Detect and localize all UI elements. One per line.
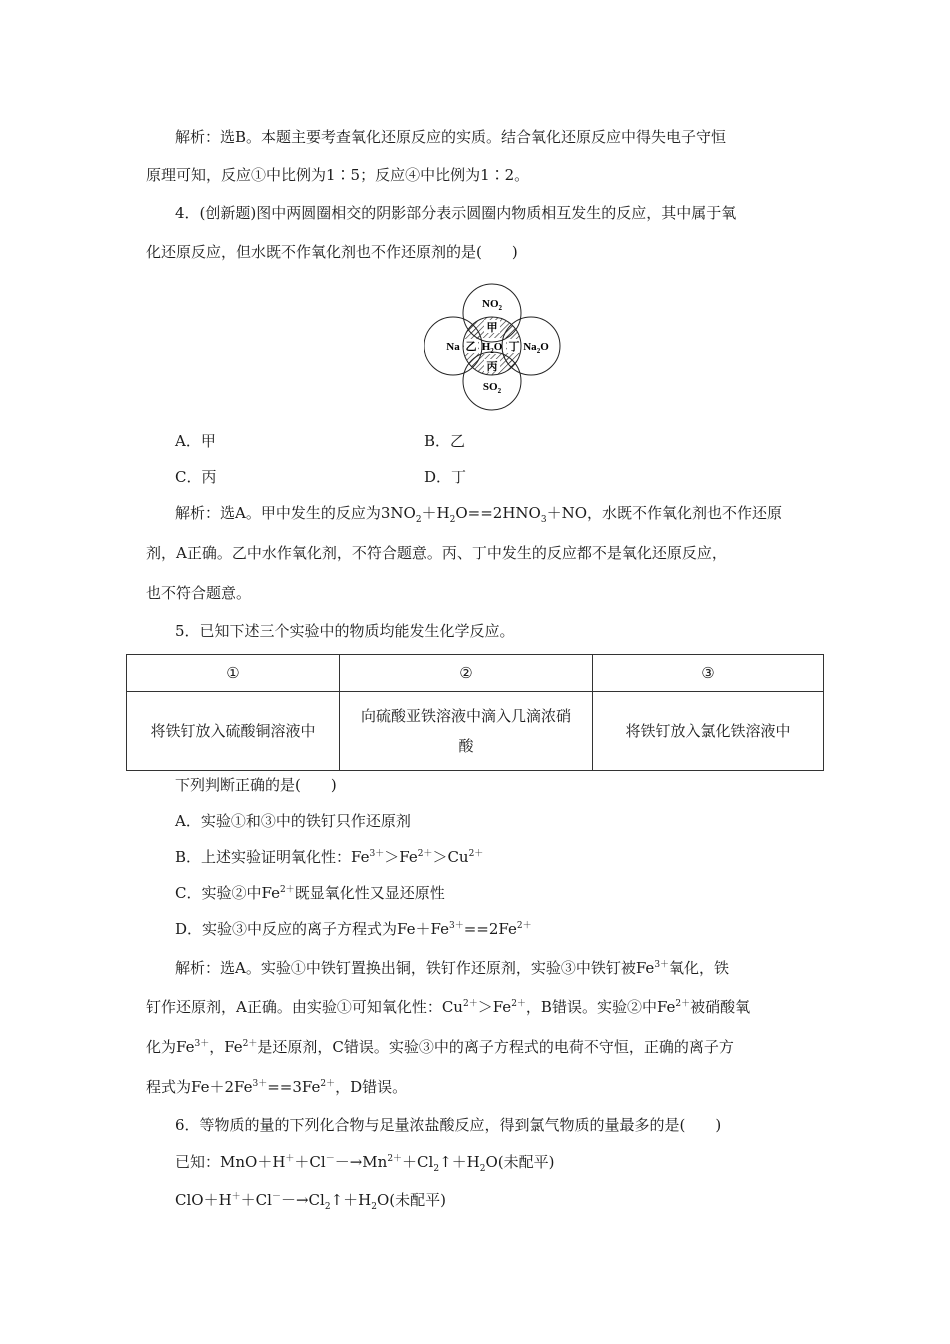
- table-cell-3: 将铁钉放入氯化铁溶液中: [593, 692, 824, 771]
- q4-option-b: B．乙: [424, 432, 466, 450]
- label-yi: 乙: [465, 341, 477, 353]
- label-jia: 甲: [486, 322, 498, 334]
- table-cell-2: 向硫酸亚铁溶液中滴入几滴浓硝 酸: [340, 692, 593, 771]
- q5-option-c: C．实验②中$Fe^{2+}$既显氧化性又显还原性: [175, 884, 445, 902]
- q4-analysis-line1: 解析：选A。甲中发生的反应为$3NO_2+H_2O==2HNO_3+NO$，水既不作氧化剂也不作还原: [175, 504, 783, 525]
- table-header-3: ③: [593, 655, 824, 692]
- q3-analysis-line1: 解析：选B。本题主要考查氧化还原反应的实质。结合氧化还原反应中得失电子守恒: [175, 128, 727, 146]
- q5-option-d: D．实验③中反应的离子方程式为$Fe+Fe^{3+}==2Fe^{2+}$: [175, 920, 532, 938]
- q5-analysis-line2: 钉作还原剂，A正确。由实验①可知氧化性：$Cu^{2+}>Fe^{2+}$，B错误。实验②中$Fe^{2+}$被硝酸氧: [146, 998, 751, 1016]
- q4-analysis-line3: 也不符合题意。: [146, 584, 252, 602]
- q4-option-a: A．甲: [175, 432, 216, 450]
- table-header-1: ①: [127, 655, 340, 692]
- q4-option-c: C．丙: [175, 468, 217, 486]
- q3-analysis-line2: 原理可知，反应①中比例为1∶5；反应④中比例为1∶2。: [146, 166, 530, 184]
- label-ding: 丁: [508, 341, 520, 353]
- q5-option-b: B．上述实验证明氧化性：$Fe^{3+}>Fe^{2+}>Cu^{2+}$: [175, 848, 484, 866]
- q5-analysis-line1: 解析：选A。实验①中铁钉置换出铜，铁钉作还原剂，实验③中铁钉被$Fe^{3+}$氧化，铁: [175, 959, 730, 977]
- q4-stem-line1: 4．(创新题)图中两圆圈相交的阴影部分表示圆圈内物质相互发生的反应，其中属于氧: [175, 204, 737, 222]
- q4-option-d: D．丁: [424, 468, 467, 486]
- label-h2o: $H_2O$: [481, 341, 503, 355]
- q4-analysis-line2: 剂，A正确。乙中水作氧化剂，不符合题意。丙、丁中发生的反应都不是氧化还原反应，: [146, 544, 727, 562]
- label-na: Na: [446, 341, 460, 353]
- label-so2: $SO_2$: [482, 381, 502, 395]
- label-no2: $NO_2$: [482, 298, 502, 312]
- q6-stem: 6．等物质的量的下列化合物与足量浓盐酸反应，得到氯气物质的量最多的是( ): [175, 1116, 722, 1134]
- q5-analysis-line3: 化为$Fe^{3+}$，$Fe^{2+}$是还原剂，C错误。实验③中的离子方程式的电荷不守恒，正确的离子方: [146, 1038, 734, 1056]
- q5-stem: 5．已知下述三个实验中的物质均能发生化学反应。: [175, 622, 515, 640]
- table-header-2: ②: [340, 655, 593, 692]
- q5-option-a: A．实验①和③中的铁钉只作还原剂: [175, 812, 411, 830]
- q5-question: 下列判断正确的是( ): [175, 776, 337, 794]
- q5-analysis-line4: 程式为$Fe+2Fe^{3+}==3Fe^{2+}$，D错误。: [146, 1078, 408, 1096]
- label-bing: 丙: [486, 361, 498, 373]
- q6-known-1: 已知：$MnO+H^++Cl^--\to Mn^{2+}+Cl_2↑+H_2O$(未配平): [175, 1153, 555, 1174]
- experiment-table: [126, 654, 824, 771]
- q6-known-2: $ClO+H^++Cl^--\to Cl_2↑+H_2O$(未配平): [175, 1191, 446, 1212]
- q4-stem-line2: 化还原反应，但水既不作氧化剂也不作还原剂的是( ): [146, 243, 518, 261]
- label-na2o: $Na_2O$: [523, 341, 549, 355]
- venn-diagram: [424, 278, 564, 414]
- table-cell-1: 将铁钉放入硫酸铜溶液中: [127, 692, 340, 771]
